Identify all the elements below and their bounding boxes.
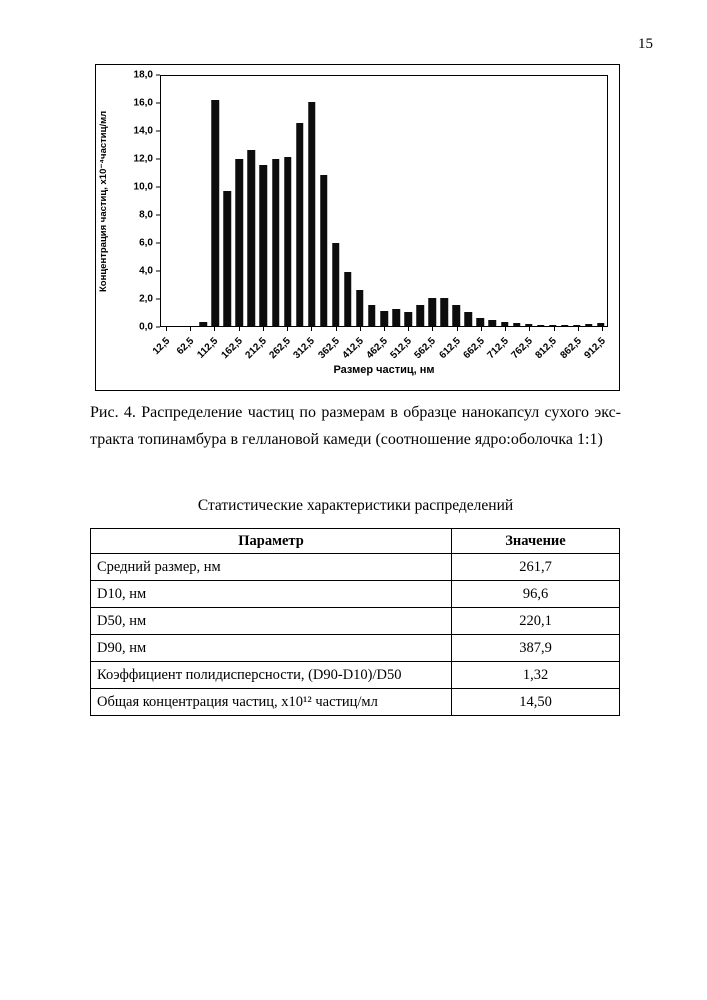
value-cell: 1,32 bbox=[452, 662, 620, 689]
bar bbox=[441, 298, 449, 326]
param-cell: Коэффициент полидисперсности, (D90-D10)/D50 bbox=[91, 662, 452, 689]
x-tick-label: 512,5 bbox=[388, 335, 415, 362]
y-tick-label: 18,0 bbox=[134, 70, 160, 81]
bar bbox=[344, 272, 352, 326]
figure-caption bbox=[90, 399, 621, 453]
bar bbox=[380, 311, 388, 326]
figure-chart bbox=[95, 64, 620, 391]
bar bbox=[332, 243, 340, 326]
x-tick-label: 562,5 bbox=[412, 335, 439, 362]
value-cell: 14,50 bbox=[452, 689, 620, 716]
param-cell: D90, нм bbox=[91, 635, 452, 662]
y-tick-label: 8,0 bbox=[139, 210, 160, 221]
bar bbox=[489, 320, 497, 326]
x-tick-label: 62,5 bbox=[174, 335, 197, 358]
bar bbox=[428, 298, 436, 326]
bar bbox=[597, 323, 605, 326]
table-row bbox=[91, 608, 620, 635]
x-tick-label: 312,5 bbox=[291, 335, 318, 362]
x-tick-label: 212,5 bbox=[243, 335, 269, 362]
x-tick-label: 862,5 bbox=[558, 335, 584, 362]
bar bbox=[260, 165, 268, 326]
bar bbox=[199, 322, 207, 326]
x-tick-label: 362,5 bbox=[315, 335, 342, 362]
value-cell: 261,7 bbox=[452, 554, 620, 581]
y-tick-label: 4,0 bbox=[139, 266, 160, 277]
bar bbox=[585, 324, 593, 326]
y-tick-label: 10,0 bbox=[134, 182, 160, 193]
bar bbox=[465, 312, 473, 326]
x-tick-label: 462,5 bbox=[364, 335, 390, 362]
x-tick-label: 712,5 bbox=[485, 335, 511, 362]
param-cell: D10, нм bbox=[91, 581, 452, 608]
bar bbox=[416, 305, 424, 326]
bar bbox=[224, 191, 232, 326]
page-number: 15 bbox=[638, 36, 653, 52]
value-cell: 387,9 bbox=[452, 635, 620, 662]
bar bbox=[477, 318, 485, 326]
table-row bbox=[91, 635, 620, 662]
bar bbox=[549, 325, 557, 326]
figure-caption-line-1: Рис. 4. Распределение частиц по размерам в образце нанокапсул сухого экс- bbox=[90, 404, 621, 421]
stats-table bbox=[90, 528, 620, 716]
y-tick-label: 2,0 bbox=[139, 294, 160, 305]
bar bbox=[236, 159, 244, 326]
x-tick-label: 762,5 bbox=[509, 335, 536, 362]
y-tick-label: 14,0 bbox=[134, 126, 160, 137]
bar bbox=[272, 159, 280, 326]
bar bbox=[501, 322, 509, 326]
bar bbox=[211, 100, 219, 326]
bar bbox=[525, 324, 533, 326]
bar bbox=[404, 312, 412, 326]
bar bbox=[513, 323, 521, 326]
y-tick-label: 12,0 bbox=[134, 154, 160, 165]
bar bbox=[392, 309, 400, 326]
x-tick-label: 812,5 bbox=[533, 335, 560, 362]
table-row bbox=[91, 581, 620, 608]
bar bbox=[356, 290, 364, 326]
bar bbox=[320, 175, 328, 326]
x-tick-label: 612,5 bbox=[437, 335, 463, 362]
param-cell: D50, нм bbox=[91, 608, 452, 635]
x-tick-label: 262,5 bbox=[267, 335, 294, 362]
table-header-param: Параметр bbox=[91, 529, 452, 554]
bar bbox=[453, 305, 461, 326]
table-row bbox=[91, 689, 620, 716]
bar bbox=[296, 123, 304, 326]
x-tick-label: 912,5 bbox=[582, 335, 608, 362]
y-tick-label: 6,0 bbox=[139, 238, 160, 249]
plot-area bbox=[160, 75, 608, 327]
bar bbox=[368, 305, 376, 326]
y-axis-title: Концентрация частиц, х10⁻⁴частиц/мл bbox=[98, 110, 109, 292]
y-tick-label: 0,0 bbox=[139, 322, 160, 333]
y-tick-label: 16,0 bbox=[134, 98, 160, 109]
bar bbox=[561, 325, 569, 326]
bar bbox=[573, 325, 581, 326]
x-tick-label: 12,5 bbox=[150, 335, 172, 358]
table-title: Статистические характеристики распределений bbox=[197, 497, 514, 514]
x-axis-title: Размер частиц, нм bbox=[333, 364, 435, 376]
bar bbox=[308, 102, 316, 326]
value-cell: 96,6 bbox=[452, 581, 620, 608]
x-tick-label: 662,5 bbox=[461, 335, 487, 362]
param-cell: Общая концентрация частиц, х10¹² частиц/мл bbox=[91, 689, 452, 716]
bar bbox=[284, 157, 292, 326]
table-header-row bbox=[91, 529, 620, 554]
bar bbox=[248, 150, 256, 326]
table-row bbox=[91, 662, 620, 689]
bar bbox=[537, 325, 545, 326]
value-cell: 220,1 bbox=[452, 608, 620, 635]
y-axis-ticks bbox=[110, 69, 160, 333]
x-tick-label: 162,5 bbox=[219, 335, 245, 362]
figure-caption-line-2: тракта топинамбура в геллановой камеди (соотношение ядро:оболочка 1:1) bbox=[90, 431, 603, 448]
table-row bbox=[91, 554, 620, 581]
table-header-value: Значение bbox=[452, 529, 620, 554]
param-cell: Средний размер, нм bbox=[91, 554, 452, 581]
x-tick-label: 112,5 bbox=[195, 335, 221, 361]
x-tick-label: 412,5 bbox=[340, 335, 366, 362]
